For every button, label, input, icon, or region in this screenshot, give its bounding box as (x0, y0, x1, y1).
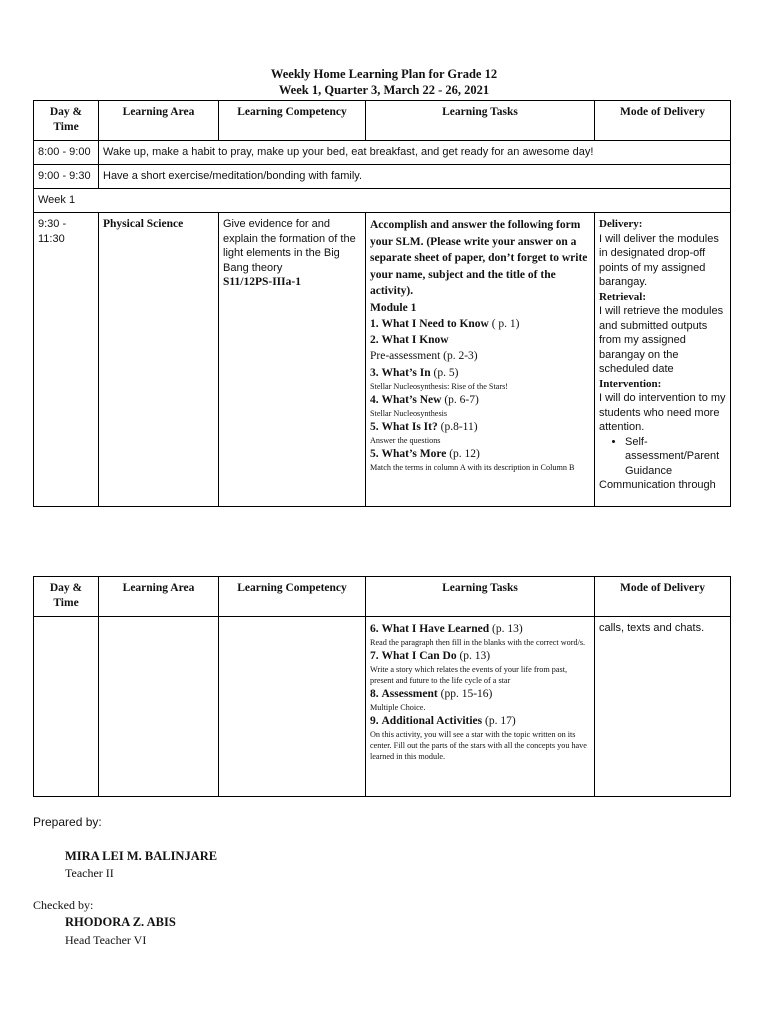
task-item (370, 365, 590, 381)
time-cell: 9:30 - 11:30 (34, 213, 99, 507)
task-page: (p. 6-7) (444, 393, 479, 406)
task-item (370, 621, 590, 637)
tasks-cell (366, 213, 595, 507)
competency-cell (219, 617, 366, 797)
routine-cell: Wake up, make a habit to pray, make up your bed, eat breakfast, and get ready for an awesome day! (99, 141, 731, 165)
table-row (34, 213, 731, 507)
task-item (370, 419, 590, 435)
task-item (370, 686, 590, 702)
checked-by-name: RHODORA Z. ABIS (65, 915, 176, 929)
task-title: What Is It? (381, 420, 438, 433)
task-number: 3. (370, 366, 379, 379)
task-item (370, 316, 590, 332)
col-header-learning-competency: Learning Competency (219, 101, 366, 141)
task-item (370, 446, 590, 462)
task-number: 5. (370, 447, 379, 460)
col-header-learning-area: Learning Area (99, 577, 219, 617)
col-header-mode-of-delivery: Mode of Delivery (595, 101, 731, 141)
col-header-learning-tasks: Learning Tasks (366, 101, 595, 141)
task-item (370, 648, 590, 664)
retrieval-label: Retrieval: (599, 290, 647, 303)
task-title: Assessment (381, 688, 438, 700)
time-cell: 9:00 - 9:30 (34, 165, 99, 189)
task-page: (p. 13) (492, 623, 523, 635)
task-title: What’s In (381, 366, 431, 379)
task-title: What I Need to Know (381, 317, 489, 330)
task-list (370, 316, 590, 473)
table-row (34, 617, 731, 797)
delivery-cell: calls, texts and chats. (595, 617, 731, 797)
table-header-row (34, 577, 731, 617)
page-subtitle: Week 1, Quarter 3, March 22 - 26, 2021 (278, 83, 490, 97)
task-page: (pp. 15-16) (440, 688, 493, 700)
col-header-mode-of-delivery: Mode of Delivery (595, 577, 731, 617)
col-header-day-time: Day & Time (34, 577, 99, 617)
task-page: (p. 13) (459, 650, 491, 662)
task-title: Additional Activities (381, 715, 483, 727)
col-header-day-time: Day & Time (34, 101, 99, 141)
task-item (370, 392, 590, 408)
delivery-cell (595, 213, 731, 507)
task-page: (p. 5) (433, 366, 459, 379)
task-number: 9. (370, 715, 379, 727)
prepared-by-name: MIRA LEI M. BALINJARE (65, 849, 218, 863)
delivery-label: Delivery: (599, 218, 643, 230)
col-header-learning-competency: Learning Competency (219, 577, 366, 617)
task-number: 4. (370, 393, 379, 406)
task-description: Stellar Nucleosynthesis (370, 408, 448, 418)
table-header-row (34, 101, 731, 141)
task-number: 2. (370, 333, 379, 346)
task-description: Pre-assessment (p. 2-3) (370, 349, 478, 362)
prepared-by-label: Prepared by: (33, 815, 102, 829)
competency-code: S11/12PS-IIIa-1 (223, 276, 301, 288)
delivery-text: I will deliver the modules in designated drop-off points of my assigned barangay. (599, 232, 719, 288)
task-description: Multiple Choice. (370, 703, 426, 712)
intervention-label: Intervention: (599, 377, 662, 390)
page-title: Weekly Home Learning Plan for Grade 12 (270, 67, 498, 81)
task-item (370, 332, 590, 348)
col-header-learning-tasks: Learning Tasks (366, 577, 595, 617)
task-list (370, 621, 590, 762)
task-title: What I Have Learned (381, 623, 490, 635)
task-description: Read the paragraph then fill in the blanks with the correct word/s. (370, 638, 586, 647)
learning-area-cell: Physical Science (99, 213, 219, 507)
time-cell (34, 617, 99, 797)
task-title: What’s New (381, 393, 442, 406)
task-number: 5. (370, 420, 379, 433)
col-header-learning-area: Learning Area (99, 101, 219, 141)
task-number: 1. (370, 317, 379, 330)
routine-cell: Have a short exercise/meditation/bonding with family. (99, 165, 731, 189)
task-instructions: Accomplish and answer the following form your SLM. (Please write your answer on a separate sheet of paper, don’t forget to write your name, subject and the title of the activity). (370, 219, 588, 297)
learning-plan-table-1 (33, 100, 731, 507)
week-label-cell: Week 1 (34, 189, 731, 213)
table-row (34, 165, 731, 189)
task-title: What’s More (381, 447, 447, 460)
competency-text: Give evidence for and explain the formation of the light elements in the Big Bang theory (223, 218, 356, 274)
task-number: 8. (370, 688, 379, 700)
task-description: Write a story which relates the events of your life from past, present and future to the life cycle of a star (370, 665, 568, 685)
competency-cell (219, 213, 366, 507)
delivery-continued: Communication through (599, 479, 716, 491)
list-item: • Self-assessment/Parent Guidance (625, 435, 726, 479)
learning-area-cell (99, 617, 219, 797)
time-cell: 8:00 - 9:00 (34, 141, 99, 165)
retrieval-text: I will retrieve the modules and submitted outputs from my assigned barangay on the scheduled date (599, 305, 724, 375)
task-page: ( p. 1) (491, 317, 520, 330)
table-row (34, 141, 731, 165)
task-page: (p.8-11) (440, 420, 478, 433)
module-label: Module 1 (370, 301, 417, 314)
checked-by-label: Checked by: (33, 898, 94, 912)
task-description: Answer the questions (370, 435, 441, 445)
prepared-by-title: Teacher II (65, 866, 114, 880)
task-number: 6. (370, 623, 379, 635)
task-number: 7. (370, 650, 379, 662)
task-description: Match the terms in column A with its description in Column B (370, 462, 575, 472)
task-description: Stellar Nucleosynthesis: Rise of the Stars! (370, 381, 509, 391)
task-description: On this activity, you will see a star with the topic written on its center. Fill out the parts of the stars with all the concepts you have learned in this module. (370, 730, 587, 761)
task-page: (p. 17) (485, 715, 516, 727)
checked-by-title: Head Teacher VI (65, 933, 147, 947)
task-title: What I Can Do (381, 650, 457, 662)
learning-plan-table-2 (33, 576, 731, 797)
task-item (370, 713, 590, 729)
tasks-cell (366, 617, 595, 797)
intervention-text: I will do intervention to my students who need more attention. (599, 392, 726, 433)
intervention-list (599, 435, 726, 479)
task-title: What I Know (381, 333, 449, 346)
table-row (34, 189, 731, 213)
task-page: (p. 12) (449, 447, 480, 460)
